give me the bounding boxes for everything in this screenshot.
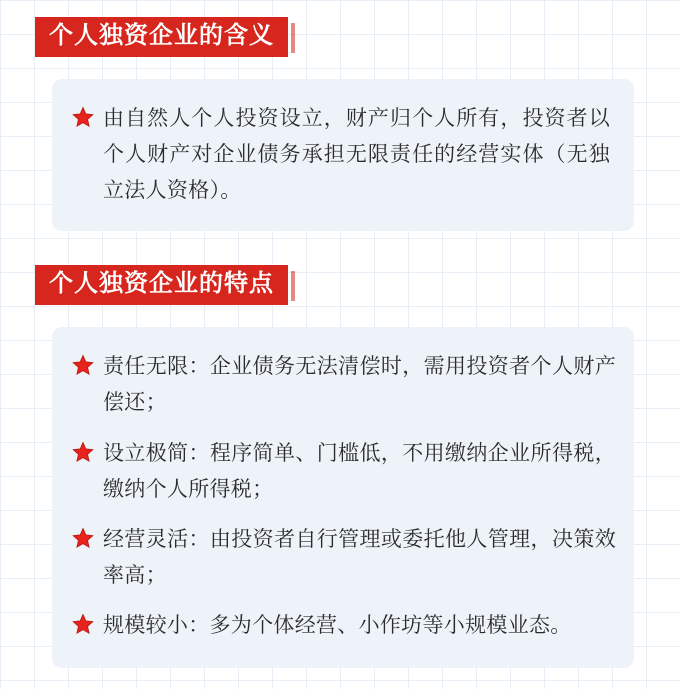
section-1-heading: 个人独资企业的含义 [35, 17, 288, 57]
list-item [72, 522, 616, 594]
list-item-text: 责任无限：企业债务无法清偿时，需用投资者个人财产偿还； [103, 355, 616, 415]
list-item [72, 349, 616, 421]
list-item-text: 设立极简：程序简单、门槛低，不用缴纳企业所得税，缴纳个人所得税； [103, 441, 616, 501]
section-1-heading-wrap [28, 0, 652, 57]
red-star-icon [72, 527, 94, 549]
red-star-icon [72, 441, 94, 463]
list-item [72, 101, 610, 209]
list-item-text: 由自然人个人投资设立，财产归个人所有，投资者以个人财产对企业债务承担无限责任的经营实体（无独立法人资格）。 [103, 107, 610, 203]
section-2-card [52, 327, 634, 668]
list-item-text: 经营灵活：由投资者自行管理或委托他人管理，决策效率高； [103, 527, 616, 587]
list-item [72, 436, 616, 508]
section-2-heading: 个人独资企业的特点 [35, 265, 288, 305]
red-star-icon [72, 354, 94, 376]
list-item [72, 608, 616, 644]
section-2-heading-wrap [28, 231, 652, 305]
red-star-icon [72, 106, 94, 128]
section-1-card [52, 79, 634, 231]
list-item-text: 规模较小：多为个体经营、小作坊等小规模业态。 [103, 613, 572, 637]
red-star-icon [72, 613, 94, 635]
